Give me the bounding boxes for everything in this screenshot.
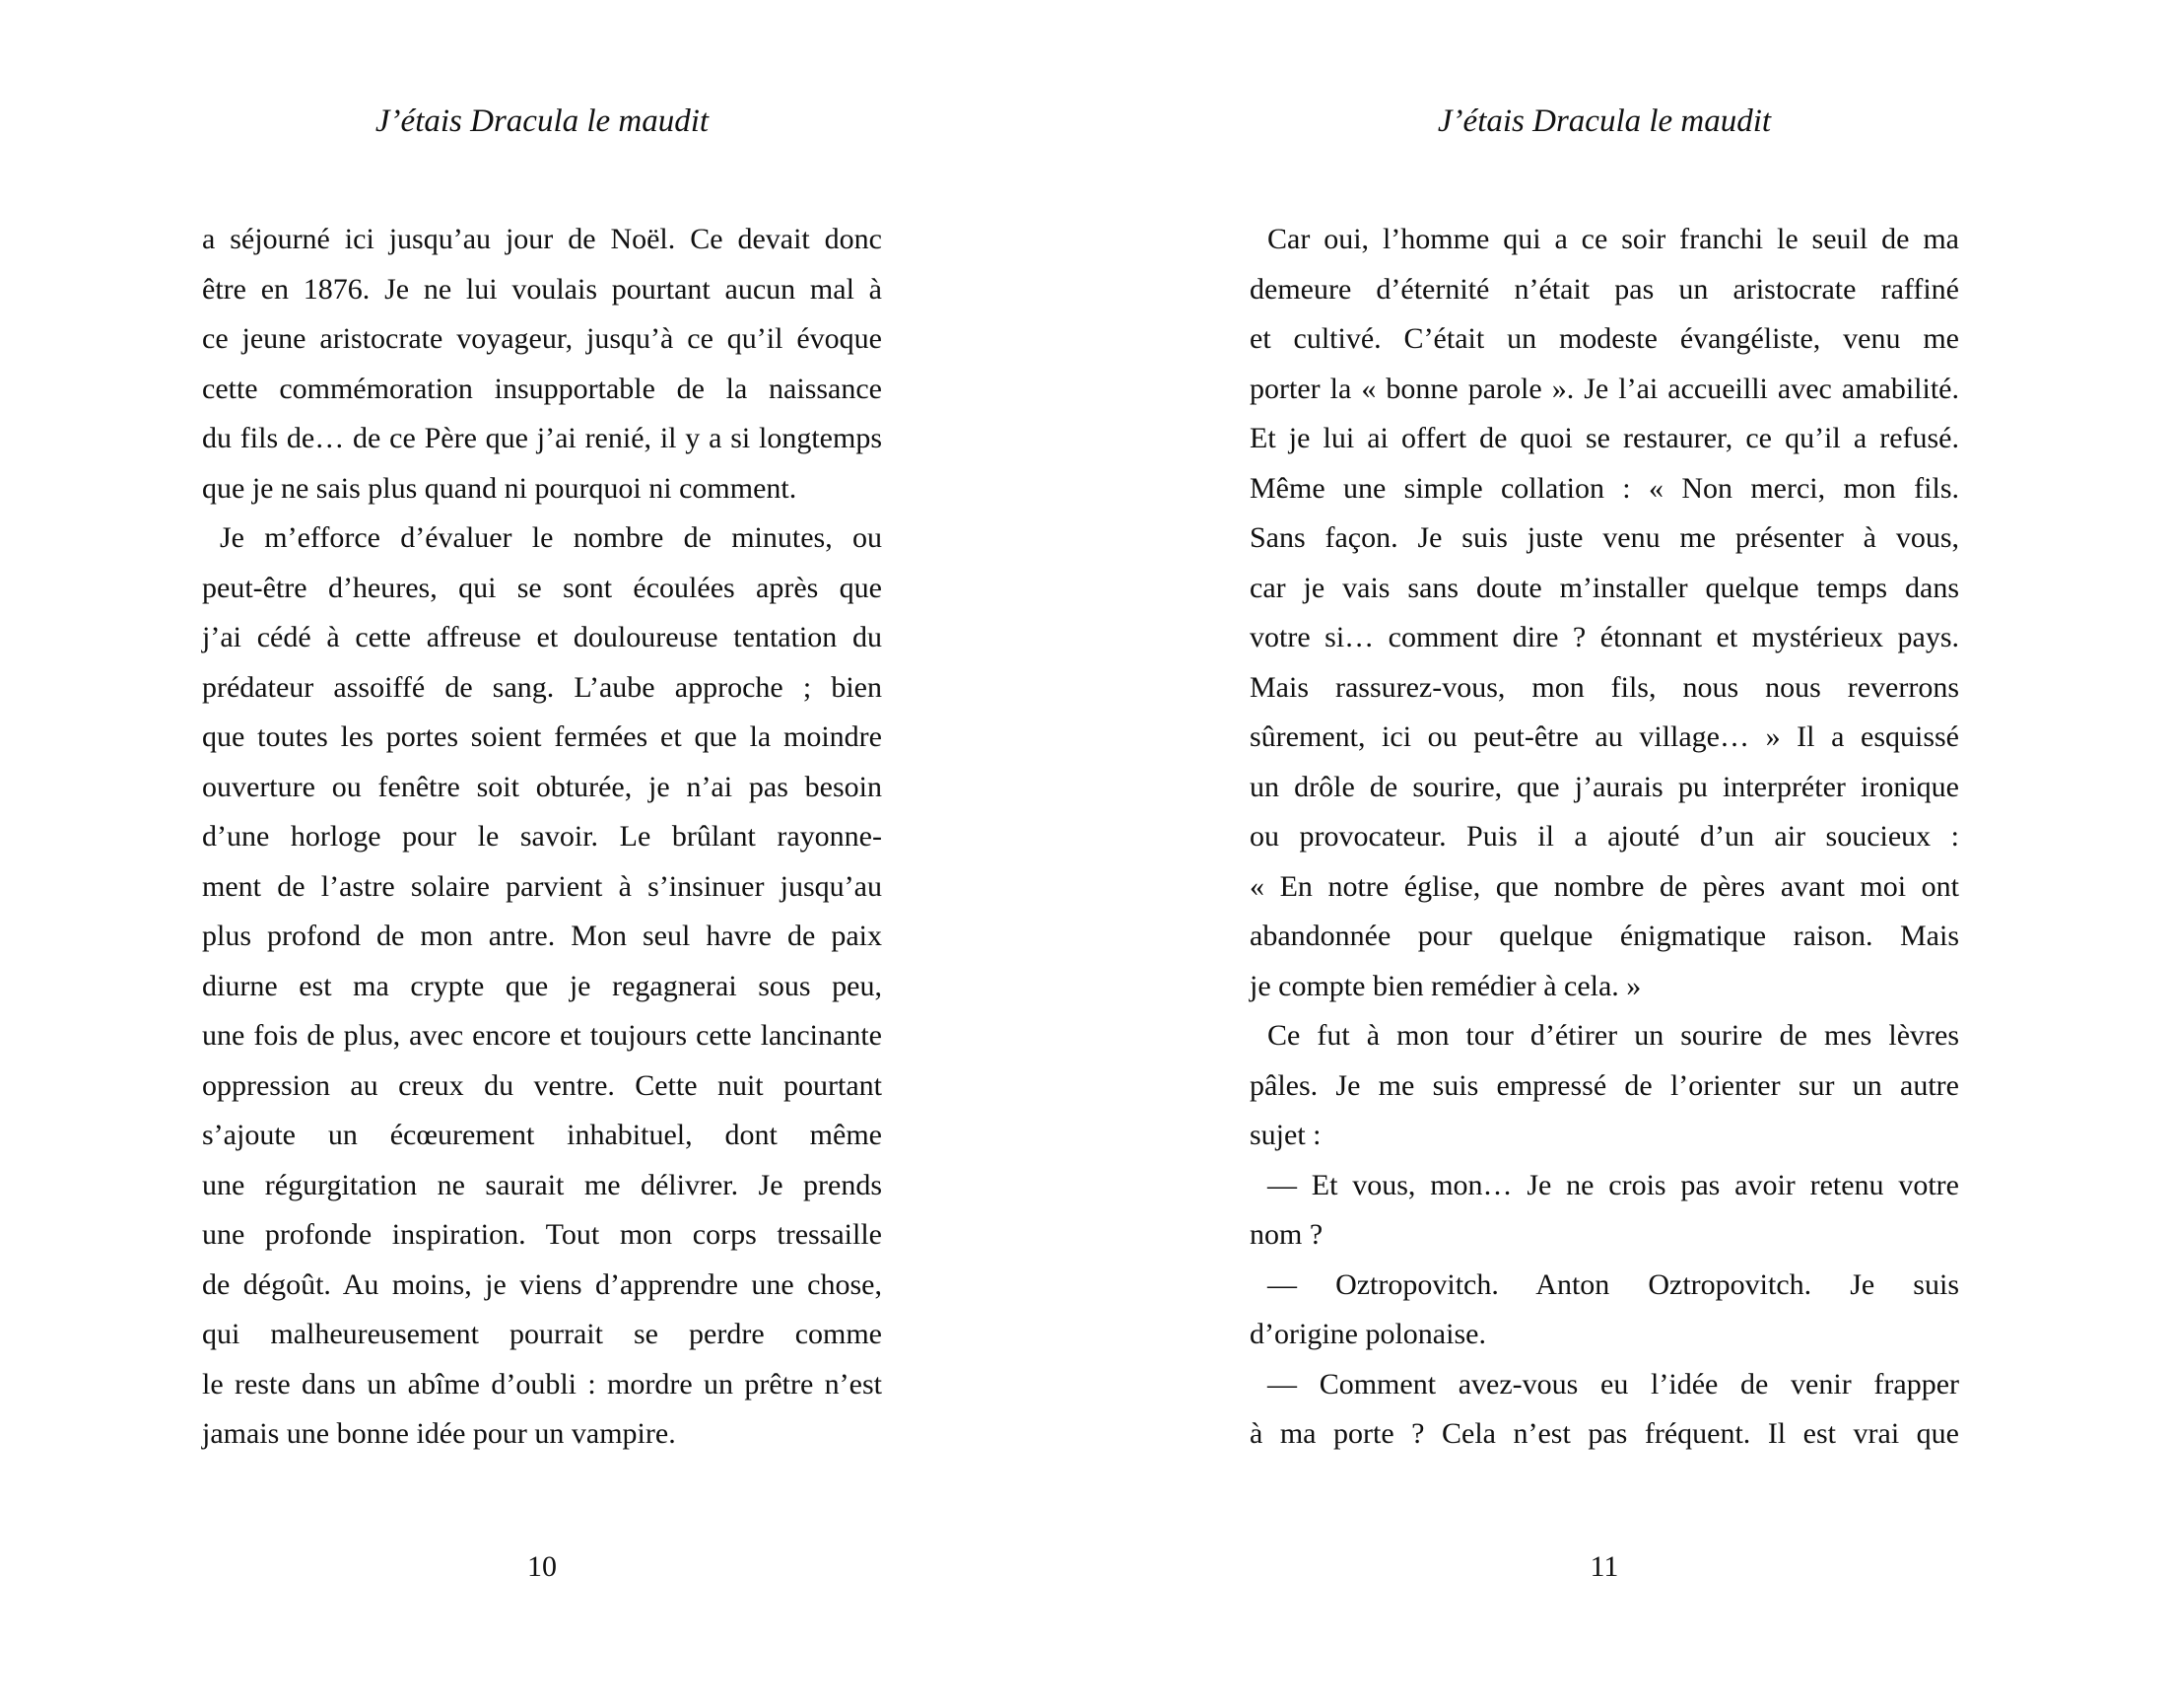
text-line: — Oztropovitch. Anton Oztropovitch. Je suis <box>1267 1267 1959 1301</box>
text-line: que toutes les portes soient fermées et que la moindre <box>202 720 882 753</box>
text-line: jamais une bonne idée pour un vampire. <box>202 1417 676 1450</box>
text-line: une régurgitation ne saurait me délivrer. Je prends <box>202 1168 882 1201</box>
text-line: ce jeune aristocrate voyageur, jusqu’à ce qu’il évoque <box>202 322 882 355</box>
text-line: peut-être d’heures, qui se sont écoulées après que <box>202 571 882 604</box>
text-line: ou provocateur. Puis il a ajouté d’un air soucieux : <box>1250 820 1959 853</box>
text-line: être en 1876. Je ne lui voulais pourtant aucun mal à <box>202 272 882 306</box>
text-line: et cultivé. C’était un modeste évangéliste, venu me <box>1250 322 1959 355</box>
text-line: sujet : <box>1250 1119 1322 1151</box>
text-line: diurne est ma crypte que je regagnerai sous peu, <box>202 969 882 1002</box>
text-line: « En notre église, que nombre de pères avant moi ont <box>1250 869 1959 903</box>
page-body <box>1250 215 1959 1460</box>
text-line: oppression au creux du ventre. Cette nuit pourtant <box>202 1068 882 1102</box>
text-line: je compte bien remédier à cela. » <box>1250 969 1642 1002</box>
text-line: — Et vous, mon… Je ne crois pas avoir retenu votre <box>1267 1168 1959 1201</box>
text-line: Même une simple collation : « Non merci, mon fils. <box>1250 471 1959 505</box>
text-line: sûrement, ici ou peut-être au village… » Il a esquissé <box>1250 720 1959 753</box>
text-line: Je m’efforce d’évaluer le nombre de minutes, ou <box>220 521 882 554</box>
text-line: à ma porte ? Cela n’est pas fréquent. Il est vrai que <box>1250 1417 1959 1450</box>
text-line: une fois de plus, avec encore et toujours cette lancinante <box>202 1019 882 1052</box>
page-number: 10 <box>527 1550 557 1583</box>
text-line: le reste dans un abîme d’oubli : mordre un prêtre n’est <box>202 1367 882 1401</box>
text-line: nom ? <box>1250 1218 1324 1251</box>
text-line: Car oui, l’homme qui a ce soir franchi le seuil de ma <box>1267 223 1959 255</box>
text-line: votre si… comment dire ? étonnant et mystérieux pays. <box>1250 621 1959 653</box>
text-line: de dégoût. Au moins, je viens d’apprendre une chose, <box>202 1267 882 1301</box>
text-line: j’ai cédé à cette affreuse et douloureuse tentation du <box>202 621 882 653</box>
page-body <box>202 215 882 1460</box>
text-line: pâles. Je me suis empressé de l’orienter sur un autre <box>1250 1068 1959 1102</box>
text-line: un drôle de sourire, que j’aurais pu interpréter ironique <box>1250 770 1959 803</box>
text-line: que je ne sais plus quand ni pourquoi ni comment. <box>202 471 797 505</box>
text-line: a séjourné ici jusqu’au jour de Noël. Ce devait donc <box>202 223 882 255</box>
text-line: du fils de… de ce Père que j’ai renié, il y a si longtemps <box>202 422 882 454</box>
text-line: s’ajoute un écœurement inhabituel, dont même <box>202 1119 882 1151</box>
text-line: d’origine polonaise. <box>1250 1318 1486 1350</box>
text-line: car je vais sans doute m’installer quelque temps dans <box>1250 571 1959 604</box>
running-header: J’étais Dracula le maudit <box>1437 103 1772 139</box>
running-header: J’étais Dracula le maudit <box>374 103 710 139</box>
text-line: d’une horloge pour le savoir. Le brûlant rayonne- <box>202 820 882 853</box>
text-line: Et je lui ai offert de quoi se restaurer, ce qu’il a refusé. <box>1250 422 1959 454</box>
page-number: 11 <box>1590 1550 1619 1583</box>
text-line: ouverture ou fenêtre soit obturée, je n’ai pas besoin <box>202 770 882 803</box>
page-left <box>0 0 1086 1708</box>
text-line: une profonde inspiration. Tout mon corps tressaille <box>202 1218 882 1251</box>
text-line: ment de l’astre solaire parvient à s’insinuer jusqu’au <box>202 869 882 903</box>
text-line: — Comment avez-vous eu l’idée de venir frapper <box>1267 1367 1959 1401</box>
text-line: demeure d’éternité n’était pas un aristocrate raffiné <box>1250 272 1959 306</box>
text-line: abandonnée pour quelque énigmatique raison. Mais <box>1250 920 1959 952</box>
text-line: qui malheureusement pourrait se perdre comme <box>202 1318 882 1350</box>
text-line: porter la « bonne parole ». Je l’ai accueilli avec amabilité. <box>1250 372 1959 405</box>
text-line: prédateur assoiffé de sang. L’aube approche ; bien <box>202 670 882 704</box>
text-line: Sans façon. Je suis juste venu me présenter à vous, <box>1250 521 1959 554</box>
text-line: Mais rassurez-vous, mon fils, nous nous reverrons <box>1250 670 1959 704</box>
text-line: Ce fut à mon tour d’étirer un sourire de mes lèvres <box>1267 1019 1959 1052</box>
page-right <box>1086 0 2173 1708</box>
text-line: cette commémoration insupportable de la naissance <box>202 372 882 405</box>
text-line: plus profond de mon antre. Mon seul havre de paix <box>202 920 882 952</box>
